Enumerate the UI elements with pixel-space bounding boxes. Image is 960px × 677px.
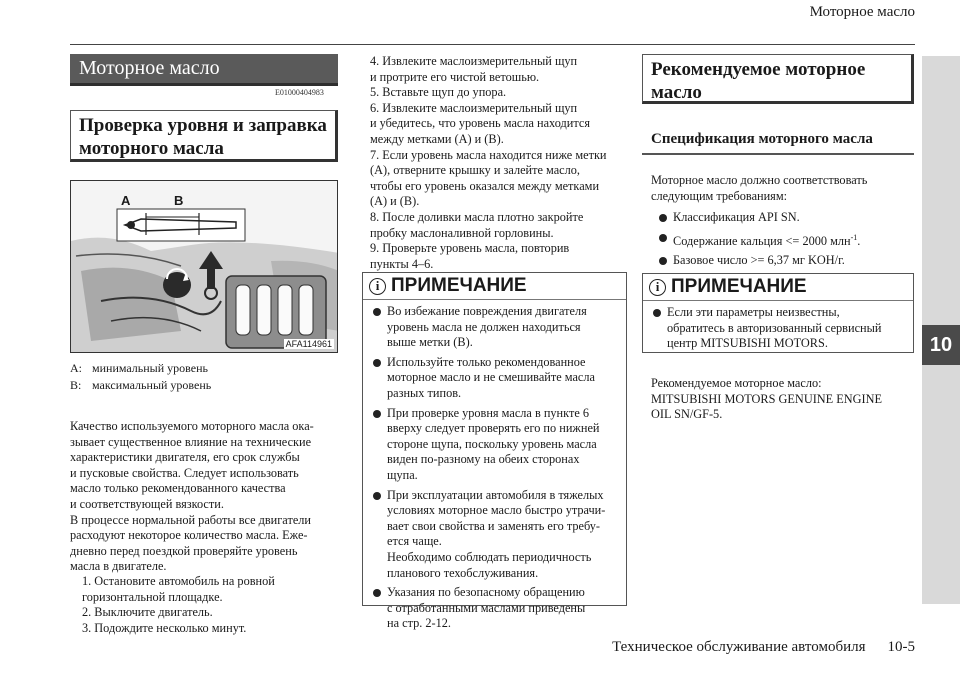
note-list: [643, 301, 913, 360]
note-title: ПРИМЕЧАНИЕ: [391, 275, 527, 296]
step-item: 7. Если уровень масла находится ниже метки (A), отверните крышку и залейте масло, чтобы его уровень оказался между метками (A) и (B).: [370, 147, 607, 209]
figure-label-a: A: [121, 193, 131, 208]
page-footer: [612, 639, 915, 656]
note-item: Указания по безопасному обращению с отработанными маслами приведены на стр. 2-12.: [373, 585, 620, 632]
spec-intro: Моторное масло должно соответствовать следующим требованиям:: [651, 173, 868, 203]
note-box-1: [362, 272, 627, 631]
chapter-number: 10: [922, 325, 960, 365]
note-header: [363, 273, 626, 300]
step-item: 1. Остановите автомобиль на ровной горизонтальной площадке.: [82, 574, 275, 604]
note-item: При проверке уровня масла в пункте 6 вверху следует проверять его по нижней стороне щупа, поскольку уровень масла виден по-разному на обеих сторонах щупа.: [373, 406, 620, 484]
note-header: [643, 274, 913, 301]
recommended-oil: Рекомендуемое моторное масло: MITSUBISHI MOTORS GENUINE ENGINE OIL SN/GF-5.: [651, 376, 883, 422]
info-icon: i: [369, 278, 386, 295]
note-list: [363, 300, 626, 640]
engine-dipstick-figure: [70, 180, 338, 353]
document-code: E01000404983: [275, 88, 324, 97]
figure-caption: AFA114961: [285, 339, 332, 349]
section-title-recommended: Рекомендуемое моторное масло: [642, 54, 914, 104]
figure-label-b: B: [174, 193, 184, 208]
section-title: Моторное масло: [70, 54, 338, 86]
note-item: Если эти параметры неизвестны, обратитесь в авторизованный сервисный центр MITSUBISHI MOTORS.: [653, 305, 907, 352]
info-icon: i: [649, 279, 666, 296]
header-rule: [70, 44, 915, 45]
step-item: 3. Подождите несколько минут.: [82, 620, 247, 635]
subtitle-rule: [642, 153, 914, 155]
page-number: 10-5: [887, 639, 915, 655]
steps-list-2: [370, 54, 630, 272]
intro-paragraph: Качество используемого моторного масла ока- зывает существенное влияние на технические характеристики двигателя, его срок службы и пусковые свойства. Следует использовать масло только рекомендованного качества и соответствующей вязкости. В процессе нормальной работы все двигатели расходуют некоторое количество масла. Еже- дневно перед поездкой проверяйте уровень масла в двигателе.: [70, 419, 314, 574]
note-box-2: [642, 273, 914, 353]
step-item: 9. Проверьте уровень масла, повторив пункты 4–6.: [370, 241, 570, 271]
engine-illustration: [71, 181, 338, 353]
footer-text: Техническое обслуживание автомобиля: [612, 639, 866, 655]
spec-item: Базовое число >= 6,37 мг KOH/г.: [659, 253, 924, 269]
note-item: Во избежание повреждения двигателя уровень масла не должен находиться выше метки (B).: [373, 304, 620, 351]
note-title: ПРИМЕЧАНИЕ: [671, 276, 807, 297]
spec-list: [651, 210, 924, 273]
spec-item: Классификация API SN.: [659, 210, 924, 226]
steps-list-1: [82, 574, 342, 636]
figure-legend: [70, 360, 338, 394]
legend-item: B: максимальный уровень: [70, 378, 212, 392]
page-header-title: Моторное масло: [809, 4, 915, 20]
legend-item: A: минимальный уровень: [70, 361, 208, 375]
spec-subtitle: Спецификация моторного масла: [651, 131, 873, 147]
step-item: 2. Выключите двигатель.: [82, 605, 213, 620]
step-item: 5. Вставьте щуп до упора.: [370, 85, 507, 100]
note-item: При эксплуатации автомобиля в тяжелых условиях моторное масло быстро утрачи- вает свои свойства и заменять его требу- ется чаще. Необходимо соблюдать периодичность планового техобслуживания.: [373, 488, 620, 582]
spec-item: Содержание кальция <= 2000 млн$^{-1}$.: [659, 230, 924, 250]
step-item: 6. Извлеките маслоизмерительный щуп и убедитесь, что уровень масла находится между метками (A) и (B).: [370, 100, 591, 146]
step-item: 8. После доливки масла плотно закройте пробку маслоналивной горловины.: [370, 209, 584, 240]
subsection-title: Проверка уровня и заправка моторного масла: [70, 110, 338, 162]
step-item: 4. Извлеките маслоизмерительный щуп и протрите его чистой ветошью.: [370, 54, 578, 84]
note-item: Используйте только рекомендованное моторное масло и не смешивайте масла разных типов.: [373, 355, 620, 402]
